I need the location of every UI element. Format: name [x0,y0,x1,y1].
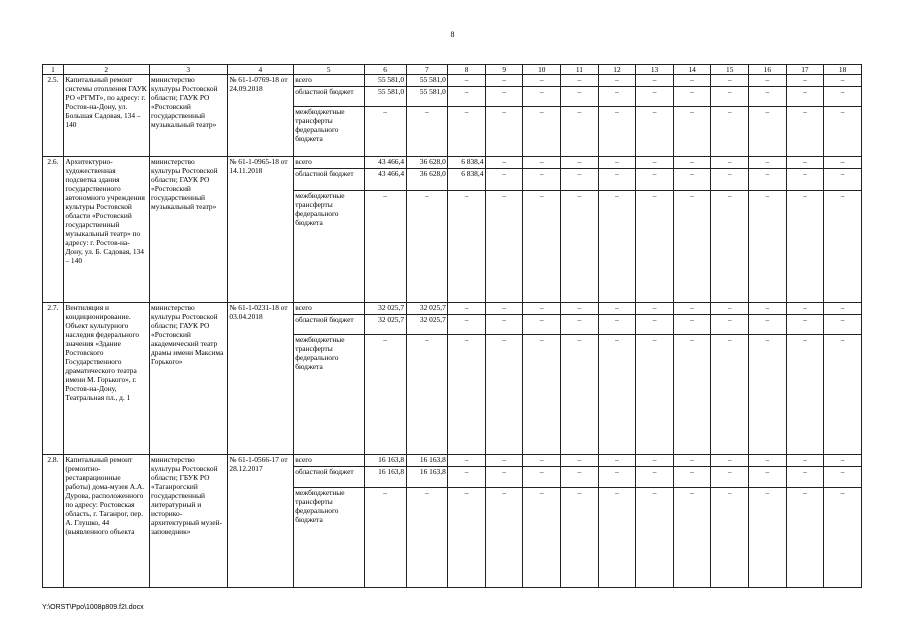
empty-amount-cell: – [598,315,636,335]
empty-amount-cell: – [598,169,636,191]
empty-amount-cell: – [636,488,674,588]
empty-amount-cell: – [711,303,749,315]
column-header: 14 [673,65,711,75]
empty-amount-cell: – [523,335,561,455]
empty-amount-cell: – [598,75,636,87]
empty-amount-cell: – [561,75,599,87]
empty-amount-cell: – [786,87,824,107]
empty-amount-cell: – [561,87,599,107]
table-row [43,455,862,467]
empty-amount-cell: – [749,335,787,455]
column-header: 9 [485,65,523,75]
empty-amount-cell: – [561,169,599,191]
empty-amount-cell: – [786,467,824,488]
file-path-footer: Y:\ORST\Ppo\1008p809.f2I.docx [42,604,144,611]
empty-amount-cell: – [598,191,636,303]
empty-amount-cell: – [561,455,599,467]
amount-cell: – [448,75,486,87]
amount-cell: – [448,87,486,107]
funding-source: всего [293,455,364,467]
amount-cell: 43 466,4 [364,169,406,191]
empty-amount-cell: – [711,169,749,191]
amount-cell: 55 581,0 [364,87,406,107]
amount-cell: – [448,191,486,303]
amount-cell: – [448,107,486,157]
funding-source: областной бюджет [293,169,364,191]
amount-cell: 36 628,0 [406,157,448,169]
column-header: 2 [63,65,149,75]
empty-amount-cell: – [749,191,787,303]
column-header: 3 [149,65,227,75]
funding-source: межбюджетные трансферты федерального бюджета [293,191,364,303]
expertise-doc: № 61-1-0231-18 от 03.04.2018 [227,303,293,455]
expertise-doc: № 61-1-0566-17 от 28.12.2017 [227,455,293,588]
amount-cell: 36 628,0 [406,169,448,191]
column-header: 1 [43,65,64,75]
empty-amount-cell: – [749,315,787,335]
empty-amount-cell: – [523,157,561,169]
empty-amount-cell: – [636,335,674,455]
object-name: Капитальный ремонт системы отопления ГАУК РО «РГМТ», по адресу: г. Ростов-на-Дону, ул. Большая Садовая, 134 – 140 [63,75,149,157]
empty-amount-cell: – [749,75,787,87]
empty-amount-cell: – [523,315,561,335]
column-header: 5 [293,65,364,75]
empty-amount-cell: – [636,455,674,467]
empty-amount-cell: – [636,467,674,488]
amount-cell: – [448,455,486,467]
empty-amount-cell: – [786,169,824,191]
empty-amount-cell: – [598,87,636,107]
empty-amount-cell: – [824,75,862,87]
empty-amount-cell: – [824,157,862,169]
empty-amount-cell: – [598,335,636,455]
empty-amount-cell: – [786,335,824,455]
empty-amount-cell: – [561,488,599,588]
amount-cell: 6 838,4 [448,157,486,169]
column-header: 17 [786,65,824,75]
empty-amount-cell: – [598,455,636,467]
column-header: 15 [711,65,749,75]
amount-cell: – [448,335,486,455]
empty-amount-cell: – [673,303,711,315]
amount-cell: – [448,315,486,335]
object-name: Вентиляция и кондиционирование. Объект культурного наследия федерального значения «Здание Ростовского Государственного драматического театра имени М. Горького», г. Ростов-на-Дону, Театральная пл., д. 1 [63,303,149,455]
amount-cell: 32 025,7 [364,303,406,315]
empty-amount-cell: – [673,315,711,335]
amount-cell: 32 025,7 [364,315,406,335]
empty-amount-cell: – [749,87,787,107]
amount-cell: 16 163,8 [406,467,448,488]
empty-amount-cell: – [485,303,523,315]
amount-cell: – [406,488,448,588]
amount-cell: – [364,191,406,303]
header-row [43,65,862,75]
empty-amount-cell: – [485,169,523,191]
empty-amount-cell: – [561,191,599,303]
empty-amount-cell: – [786,107,824,157]
empty-amount-cell: – [485,467,523,488]
empty-amount-cell: – [824,107,862,157]
funding-source: всего [293,157,364,169]
empty-amount-cell: – [561,467,599,488]
empty-amount-cell: – [673,488,711,588]
empty-amount-cell: – [673,467,711,488]
empty-amount-cell: – [523,169,561,191]
empty-amount-cell: – [485,87,523,107]
column-header: 10 [523,65,561,75]
program-table [42,64,862,588]
empty-amount-cell: – [523,75,561,87]
empty-amount-cell: – [711,107,749,157]
empty-amount-cell: – [598,157,636,169]
empty-amount-cell: – [636,157,674,169]
row-number: 2.5. [43,75,64,157]
empty-amount-cell: – [673,169,711,191]
expertise-doc: № 61-1-0769-18 от 24.09.2018 [227,75,293,157]
column-header: 8 [448,65,486,75]
funding-source: всего [293,75,364,87]
table-row [43,75,862,87]
column-header: 16 [749,65,787,75]
row-number: 2.8. [43,455,64,588]
empty-amount-cell: – [711,75,749,87]
amount-cell: – [364,107,406,157]
empty-amount-cell: – [711,335,749,455]
empty-amount-cell: – [636,75,674,87]
empty-amount-cell: – [523,303,561,315]
empty-amount-cell: – [824,467,862,488]
empty-amount-cell: – [561,335,599,455]
empty-amount-cell: – [673,107,711,157]
amount-cell: – [406,107,448,157]
empty-amount-cell: – [749,303,787,315]
empty-amount-cell: – [711,315,749,335]
empty-amount-cell: – [485,315,523,335]
empty-amount-cell: – [598,303,636,315]
empty-amount-cell: – [598,467,636,488]
funding-source: межбюджетные трансферты федерального бюджета [293,107,364,157]
amount-cell: 55 581,0 [364,75,406,87]
column-header: 6 [364,65,406,75]
funding-source: областной бюджет [293,315,364,335]
amount-cell: – [448,303,486,315]
empty-amount-cell: – [673,335,711,455]
empty-amount-cell: – [786,315,824,335]
expertise-doc: № 61-1-0965-18 от 14.11.2018 [227,157,293,303]
customer-name: министерство культуры Ростовской области; ГАУК РО «Ростовский государственный музыкальный театр» [149,157,227,303]
amount-cell: – [364,335,406,455]
empty-amount-cell: – [711,467,749,488]
empty-amount-cell: – [711,87,749,107]
empty-amount-cell: – [673,191,711,303]
empty-amount-cell: – [673,157,711,169]
empty-amount-cell: – [523,107,561,157]
empty-amount-cell: – [485,455,523,467]
column-header: 12 [598,65,636,75]
funding-source: всего [293,303,364,315]
empty-amount-cell: – [598,488,636,588]
empty-amount-cell: – [711,488,749,588]
empty-amount-cell: – [636,315,674,335]
empty-amount-cell: – [485,488,523,588]
empty-amount-cell: – [711,455,749,467]
empty-amount-cell: – [824,455,862,467]
empty-amount-cell: – [824,335,862,455]
customer-name: министерство культуры Ростовской области; ГАУК РО «Ростовский академический театр драмы имени Максима Горького» [149,303,227,455]
amount-cell: 32 025,7 [406,315,448,335]
empty-amount-cell: – [523,87,561,107]
funding-source: межбюджетные трансферты федерального бюджета [293,488,364,588]
column-header: 11 [561,65,599,75]
empty-amount-cell: – [485,191,523,303]
amount-cell: 16 163,8 [364,455,406,467]
object-name: Архитектурно-художественная подсветка здания государственного автономного учреждения культуры Ростовской области «Ростовский государственный музыкальный театр» по адресу: г. Ростов-на-Дону, ул. Б. Садовая, 134 – 140 [63,157,149,303]
amount-cell: 55 581,0 [406,87,448,107]
amount-cell: 16 163,8 [364,467,406,488]
empty-amount-cell: – [673,455,711,467]
empty-amount-cell: – [824,191,862,303]
empty-amount-cell: – [673,87,711,107]
empty-amount-cell: – [749,169,787,191]
empty-amount-cell: – [561,157,599,169]
empty-amount-cell: – [485,157,523,169]
empty-amount-cell: – [561,107,599,157]
empty-amount-cell: – [824,87,862,107]
empty-amount-cell: – [523,467,561,488]
column-header: 18 [824,65,862,75]
table-body [43,75,862,588]
empty-amount-cell: – [711,157,749,169]
empty-amount-cell: – [523,191,561,303]
funding-source: межбюджетные трансферты федерального бюджета [293,335,364,455]
empty-amount-cell: – [485,75,523,87]
amount-cell: 55 581,0 [406,75,448,87]
table-row [43,303,862,315]
empty-amount-cell: – [523,455,561,467]
customer-name: министерство культуры Ростовской области; ГАУК РО «Ростовский государственный музыкальный театр» [149,75,227,157]
column-header: 13 [636,65,674,75]
empty-amount-cell: – [523,488,561,588]
empty-amount-cell: – [786,303,824,315]
funding-source: областной бюджет [293,87,364,107]
empty-amount-cell: – [749,488,787,588]
empty-amount-cell: – [786,75,824,87]
row-number: 2.6. [43,157,64,303]
row-number: 2.7. [43,303,64,455]
empty-amount-cell: – [636,107,674,157]
amount-cell: – [448,467,486,488]
amount-cell: – [448,488,486,588]
amount-cell: 32 025,7 [406,303,448,315]
column-header: 4 [227,65,293,75]
table-row [43,157,862,169]
amount-cell: 43 466,4 [364,157,406,169]
column-header: 7 [406,65,448,75]
empty-amount-cell: – [561,315,599,335]
empty-amount-cell: – [561,303,599,315]
funding-source: областной бюджет [293,467,364,488]
empty-amount-cell: – [786,157,824,169]
empty-amount-cell: – [786,191,824,303]
empty-amount-cell: – [749,455,787,467]
empty-amount-cell: – [598,107,636,157]
empty-amount-cell: – [636,191,674,303]
empty-amount-cell: – [824,169,862,191]
customer-name: министерство культуры Ростовской области; ГБУК РО «Таганрогский государственный литературный и историко-архитектурный музей-заповедник» [149,455,227,588]
amount-cell: 6 838,4 [448,169,486,191]
amount-cell: – [406,335,448,455]
amount-cell: 16 163,8 [406,455,448,467]
object-name: Капитальный ремонт (ремонтно-реставрационные работы) дома-музея А.А. Дурова, расположенного по адресу: Ростовская область, г. Таганрог, пер. А. Глушко, 44 (выявленного объекта [63,455,149,588]
amount-cell: – [364,488,406,588]
page-number: 8 [450,30,455,39]
empty-amount-cell: – [749,157,787,169]
empty-amount-cell: – [636,87,674,107]
amount-cell: – [406,191,448,303]
empty-amount-cell: – [824,488,862,588]
empty-amount-cell: – [749,107,787,157]
empty-amount-cell: – [786,455,824,467]
empty-amount-cell: – [485,107,523,157]
empty-amount-cell: – [711,191,749,303]
empty-amount-cell: – [636,303,674,315]
empty-amount-cell: – [824,315,862,335]
empty-amount-cell: – [485,335,523,455]
empty-amount-cell: – [673,75,711,87]
empty-amount-cell: – [749,467,787,488]
empty-amount-cell: – [636,169,674,191]
empty-amount-cell: – [824,303,862,315]
empty-amount-cell: – [786,488,824,588]
